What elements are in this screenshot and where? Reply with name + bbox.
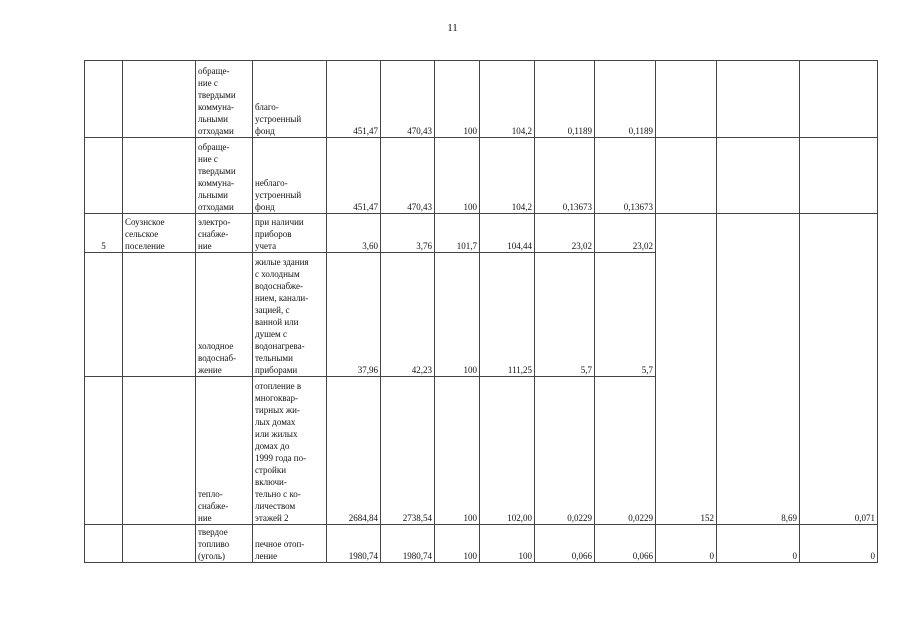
table-row <box>85 214 878 253</box>
service-cell: обраще- ние с твердыми коммуна- льными отходами <box>196 61 253 138</box>
value-cell: 2738,54 <box>381 377 435 525</box>
page-number: 11 <box>447 22 458 34</box>
value-cell: 0,0229 <box>595 377 656 525</box>
empty-cell <box>800 138 878 214</box>
merged-value-cell: 0,071 <box>800 214 878 525</box>
merged-value-cell: 8,69 <box>717 214 800 525</box>
value-cell: 42,23 <box>381 253 435 377</box>
empty-cell <box>656 138 717 214</box>
value-cell: 451,47 <box>327 138 381 214</box>
value-cell: 451,47 <box>327 61 381 138</box>
value-cell: 111,25 <box>480 253 535 377</box>
index-cell <box>85 377 123 525</box>
value-cell: 104,44 <box>480 214 535 253</box>
service-cell: электро- снабже- ние <box>196 214 253 253</box>
tariff-table <box>84 60 878 563</box>
value-cell: 2684,84 <box>327 377 381 525</box>
settlement-cell: Соузнское сельское поселение <box>123 214 196 253</box>
value-cell: 100 <box>435 138 480 214</box>
value-cell: 3,76 <box>381 214 435 253</box>
category-cell: жилые здания с холодным водоснабже- нием, канали- зацией, с ванной или душем с водонагрева- тельными приборами <box>253 253 327 377</box>
index-cell: 5 <box>85 214 123 253</box>
value-cell: 100 <box>480 525 535 563</box>
value-cell: 102,00 <box>480 377 535 525</box>
value-cell: 37,96 <box>327 253 381 377</box>
value-cell: 470,43 <box>381 61 435 138</box>
category-cell: отопление в многоквар- тирных жи- лых домах или жилых домах до 1999 года по- стройки включи- тельно с ко- личеством этажей 2 <box>253 377 327 525</box>
value-cell: 0 <box>800 525 878 563</box>
value-cell: 0 <box>656 525 717 563</box>
value-cell: 0,0229 <box>535 377 595 525</box>
value-cell: 1980,74 <box>327 525 381 563</box>
value-cell: 470,43 <box>381 138 435 214</box>
value-cell: 5,7 <box>535 253 595 377</box>
value-cell: 100 <box>435 61 480 138</box>
value-cell: 104,2 <box>480 138 535 214</box>
value-cell: 104,2 <box>480 61 535 138</box>
value-cell: 0,1189 <box>595 61 656 138</box>
value-cell: 100 <box>435 525 480 563</box>
service-cell: холодное водоснаб- жение <box>196 253 253 377</box>
value-cell: 101,7 <box>435 214 480 253</box>
category-cell: неблаго- устроенный фонд <box>253 138 327 214</box>
value-cell: 5,7 <box>595 253 656 377</box>
value-cell: 0 <box>717 525 800 563</box>
service-cell: тепло- снабже- ние <box>196 377 253 525</box>
table-row <box>85 525 878 563</box>
index-cell <box>85 138 123 214</box>
value-cell: 100 <box>435 377 480 525</box>
value-cell: 100 <box>435 253 480 377</box>
settlement-cell <box>123 61 196 138</box>
value-cell: 0,1189 <box>535 61 595 138</box>
index-cell <box>85 253 123 377</box>
empty-cell <box>717 61 800 138</box>
value-cell: 1980,74 <box>381 525 435 563</box>
empty-cell <box>656 61 717 138</box>
value-cell: 0,066 <box>535 525 595 563</box>
table-row <box>85 61 878 138</box>
category-cell: печное отоп- ление <box>253 525 327 563</box>
value-cell: 23,02 <box>535 214 595 253</box>
value-cell: 0,066 <box>595 525 656 563</box>
category-cell: при наличии приборов учета <box>253 214 327 253</box>
service-cell: обраще- ние с твердыми коммуна- льными отходами <box>196 138 253 214</box>
category-cell: благо- устроенный фонд <box>253 61 327 138</box>
settlement-cell <box>123 377 196 525</box>
value-cell: 3,60 <box>327 214 381 253</box>
table-row <box>85 138 878 214</box>
service-cell: твердое топливо (уголь) <box>196 525 253 563</box>
merged-value-cell: 152 <box>656 214 717 525</box>
index-cell <box>85 61 123 138</box>
empty-cell <box>717 138 800 214</box>
value-cell: 0,13673 <box>595 138 656 214</box>
empty-cell <box>800 61 878 138</box>
value-cell: 23,02 <box>595 214 656 253</box>
settlement-cell <box>123 138 196 214</box>
settlement-cell <box>123 253 196 377</box>
value-cell: 0,13673 <box>535 138 595 214</box>
settlement-cell <box>123 525 196 563</box>
index-cell <box>85 525 123 563</box>
